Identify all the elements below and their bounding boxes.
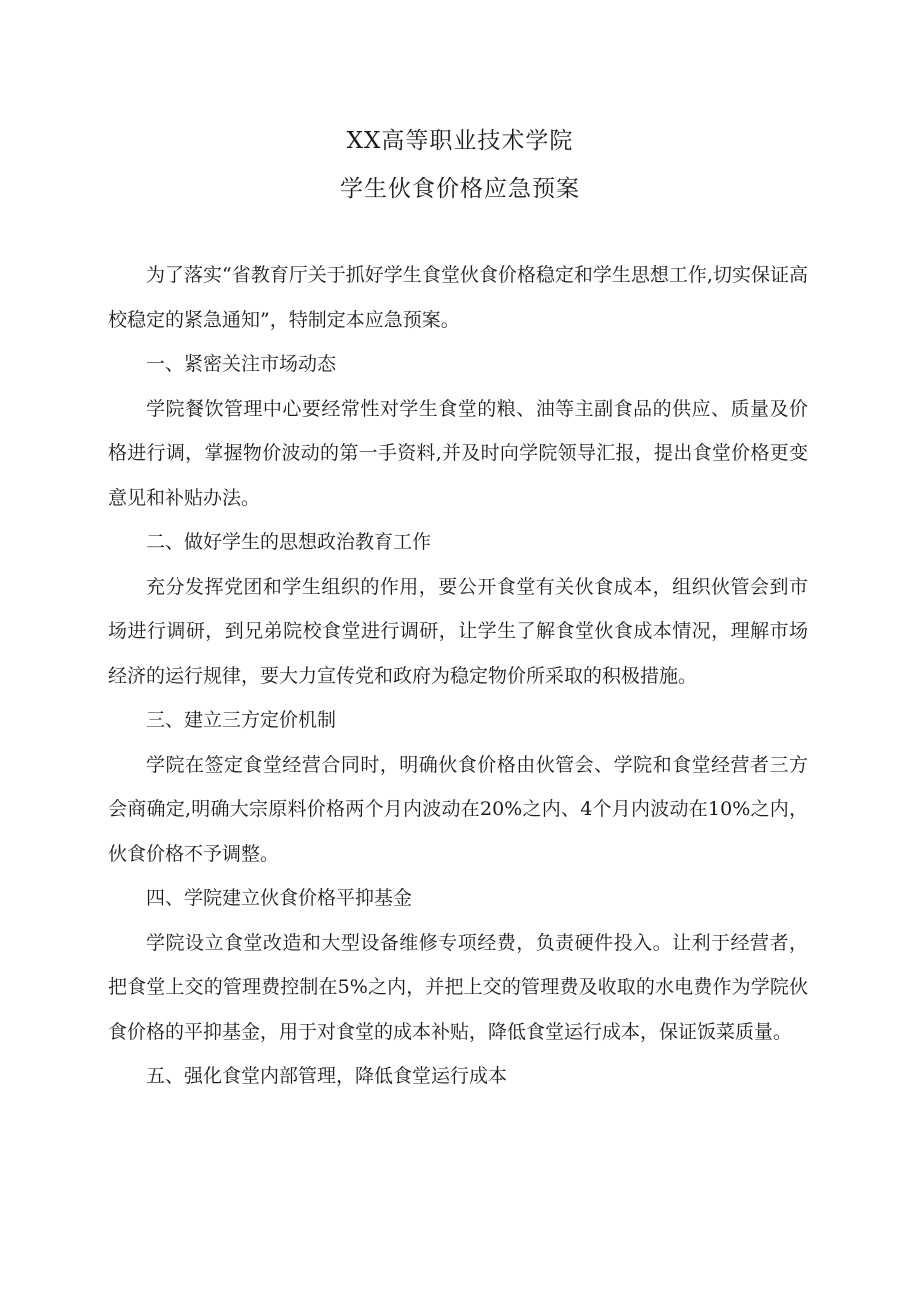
document-title: XX高等职业技术学院 (346, 128, 574, 154)
section-heading-4: 四、学院建立伙食价格平抑基金 (146, 887, 413, 909)
section-heading-5: 五、强化食堂内部管理，降低食堂运行成本 (146, 1065, 508, 1087)
document-body (108, 253, 808, 1099)
section-paragraph-2: 充分发挥党团和学生组织的作用，要公开食堂有关伙食成本，组织伙管会到市场进行调研，到兄弟院校食堂进行调研，让学生了解食堂伙食成本情况，理解市场经济的运行规律，要大力宣传党和政府为稳定物价所采取的积极措施。 (108, 575, 808, 687)
section-heading-3: 三、建立三方定价机制 (146, 709, 337, 731)
section-paragraph-4: 学院设立食堂改造和大型设备维修专项经费，负责硬件投入。让利于经营者，把食堂上交的管理费控制在5%之内，并把上交的管理费及收取的水电费作为学院伙食价格的平抑基金，用于对食堂的成本补贴，降低食堂运行成本，保证饭菜质量。 (108, 931, 808, 1043)
section-heading-1: 一、紧密关注市场动态 (146, 353, 337, 375)
document-subtitle: 学生伙食价格应急预案 (340, 176, 580, 202)
intro-paragraph: 为了落实“省教育厅关于抓好学生食堂伙食价格稳定和学生思想工作,切实保证高校稳定的紧急通知”，特制定本应急预案。 (108, 264, 808, 331)
section-paragraph-3: 学院在签定食堂经营合同时，明确伙食价格由伙管会、学院和食堂经营者三方会商确定,明确大宗原料价格两个月内波动在20%之内、4个月内波动在10%之内，伙食价格不予调整。 (108, 753, 808, 865)
section-paragraph-1: 学院餐饮管理中心要经常性对学生食堂的粮、油等主副食品的供应、质量及价格进行调，掌握物价波动的第一手资料,并及时向学院领导汇报，提出食堂价格更变意见和补贴办法。 (108, 397, 808, 509)
section-heading-2: 二、做好学生的思想政治教育工作 (146, 531, 432, 553)
